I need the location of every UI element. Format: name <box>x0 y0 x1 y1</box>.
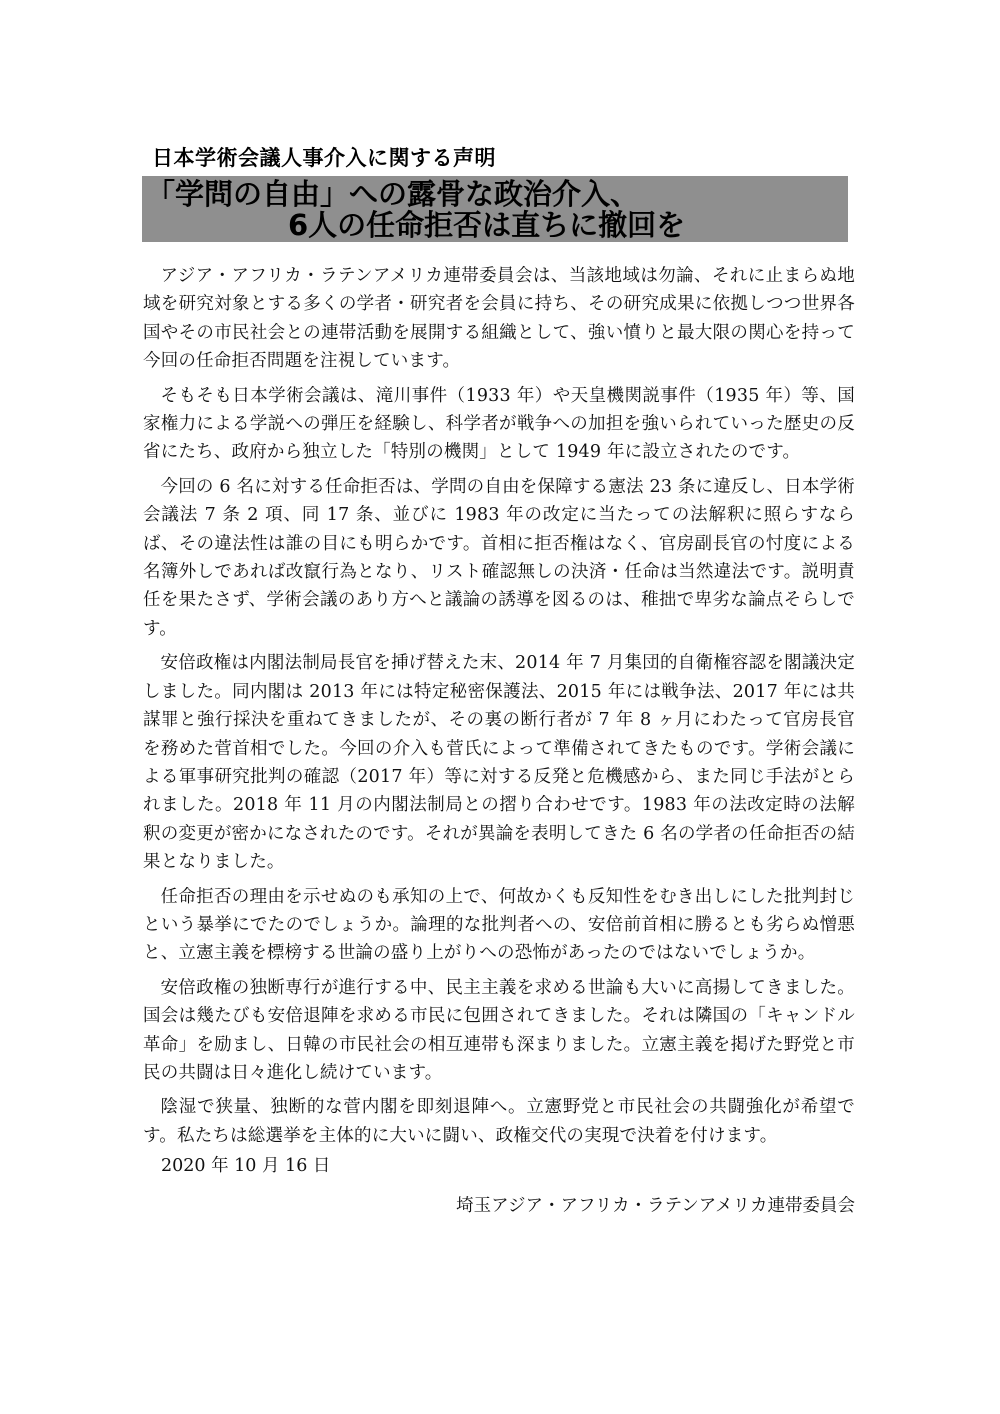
paragraph-1: アジア・アフリカ・ラテンアメリカ連帯委員会は、当該地域は勿論、それに止まらぬ地域を研究対象とする多くの学者・研究者を会員に持ち、その研究成果に依拠しつつ世界各国やその市民社会との連帯活動を展開する組織として、強い憤りと最大限の関心を持って今回の任命拒否問題を注視しています。 <box>143 266 855 372</box>
headline-line-1: 「学問の自由」への露骨な政治介入、 <box>146 177 640 211</box>
paragraph-7: 陰湿で狭量、独断的な菅内閣を即刻退陣へ。立憲野党と市民社会の共闘強化が希望です。私たちは総選挙を主体的に大いに闘い、政権交代の実現で決着を付けます。 <box>143 1097 855 1146</box>
statement-body <box>143 262 855 1220</box>
organization-signature: 埼玉アジア・アフリカ・ラテンアメリカ連帯委員会 <box>456 1196 855 1217</box>
headline-banner <box>142 176 848 242</box>
paragraph-2: そもそも日本学術会議は、滝川事件（1933 年）や天皇機関説事件（1935 年）等、国家権力による学説への弾圧を経験し、科学者が戦争への加担を強いられていった歴史の反省にたち、政府から独立した「特別の機関」として 1949 年に設立されたのです。 <box>143 385 855 463</box>
paragraph-4: 安倍政権は内閣法制局長官を挿げ替えた末、2014 年 7 月集団的自衛権容認を閣議決定しました。同内閣は 2013 年には特定秘密保護法、2015 年には戦争法、2017 年には共謀罪と強行採決を重ねてきましたが、その裏の断行者が 7 年 8 ヶ月にわたって官房長官を務めた菅首相でした。今回の介入も菅氏によって準備されてきたものです。学術会議による軍事研究批判の確認（2017 年）等に対する反発と危機感から、また同じ手法がとられました。2018 年 11 月の内閣法制局との摺り合わせです。1983 年の法改定時の法解釈の変更が密かになされたのです。それが異論を表明してきた 6 名の学者の任命拒否の結果となりました。 <box>143 653 855 873</box>
paragraph-5: 任命拒否の理由を示せぬのも承知の上で、何故かくも反知性をむき出しにした批判封じという暴挙にでたのでしょうか。論理的な批判者への、安倍前首相に勝るとも劣らぬ憎悪と、立憲主義を標榜する世論の盛り上がりへの恐怖があったのではないでしょうか。 <box>143 886 855 964</box>
headline-line-2: 6人の任命拒否は直ちに撤回を <box>288 208 686 242</box>
statement-date: 2020 年 10 月 16 日 <box>161 1156 331 1177</box>
document-subtitle: 日本学術会議人事介入に関する声明 <box>152 146 496 170</box>
paragraph-3: 今回の 6 名に対する任命拒否は、学問の自由を保障する憲法 23 条に違反し、日本学術会議法 7 条 2 項、同 17 条、並びに 1983 年の改定に当たっての法解釈に照らすならば、その違法性は誰の目にも明らかです。首相に拒否権はなく、官房副長官の忖度による名簿外しであれば改竄行為となり、リスト確認無しの決済・任命は当然違法です。説明責任を果たさず、学術会議のあり方へと議論の誘導を図るのは、稚拙で卑劣な論点そらしです。 <box>143 476 855 639</box>
paragraph-6: 安倍政権の独断専行が進行する中、民主主義を求める世論も大いに高揚してきました。国会は幾たびも安倍退陣を求める市民に包囲されてきました。それは隣国の「キャンドル革命」を励まし、日韓の市民社会の相互連帯も深まりました。立憲主義を掲げた野党と市民の共闘は日々進化し続けています。 <box>143 977 855 1083</box>
